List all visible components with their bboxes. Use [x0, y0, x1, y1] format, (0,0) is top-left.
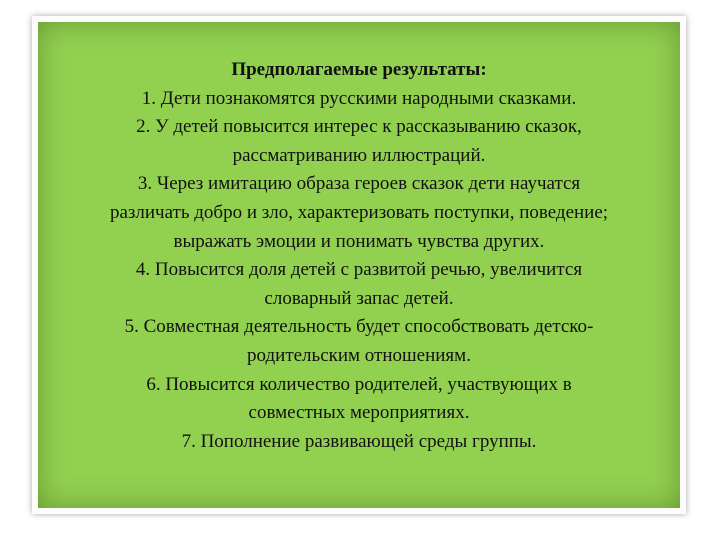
results-line: 4. Повысится доля детей с развитой речью, увеличится — [135, 259, 583, 281]
results-line: 6. Повысится количество родителей, участвующих в — [146, 373, 572, 395]
results-line: 1. Дети познакомятся русскими народными сказками. — [141, 87, 577, 109]
results-line: 5. Совместная деятельность будет способствовать детско- — [124, 316, 594, 338]
results-line: совместных мероприятиях. — [248, 402, 470, 424]
results-text-block — [38, 56, 680, 456]
slide-frame — [32, 16, 686, 514]
results-line: 2. У детей повысится интерес к рассказыванию сказок, — [136, 116, 582, 138]
results-line: рассматриванию иллюстраций. — [232, 144, 486, 166]
results-line: родительским отношениям. — [247, 344, 471, 366]
results-line: различать добро и зло, характеризовать поступки, поведение; — [109, 201, 609, 223]
results-line: словарный запас детей. — [264, 287, 454, 309]
results-line: 7. Пополнение развивающей среды группы. — [181, 430, 537, 452]
results-line: выражать эмоции и понимать чувства других. — [173, 230, 545, 252]
content-panel — [38, 22, 680, 508]
results-line: 3. Через имитацию образа героев сказок дети научатся — [137, 173, 581, 195]
results-title: Предполагаемые результаты: — [231, 59, 487, 80]
